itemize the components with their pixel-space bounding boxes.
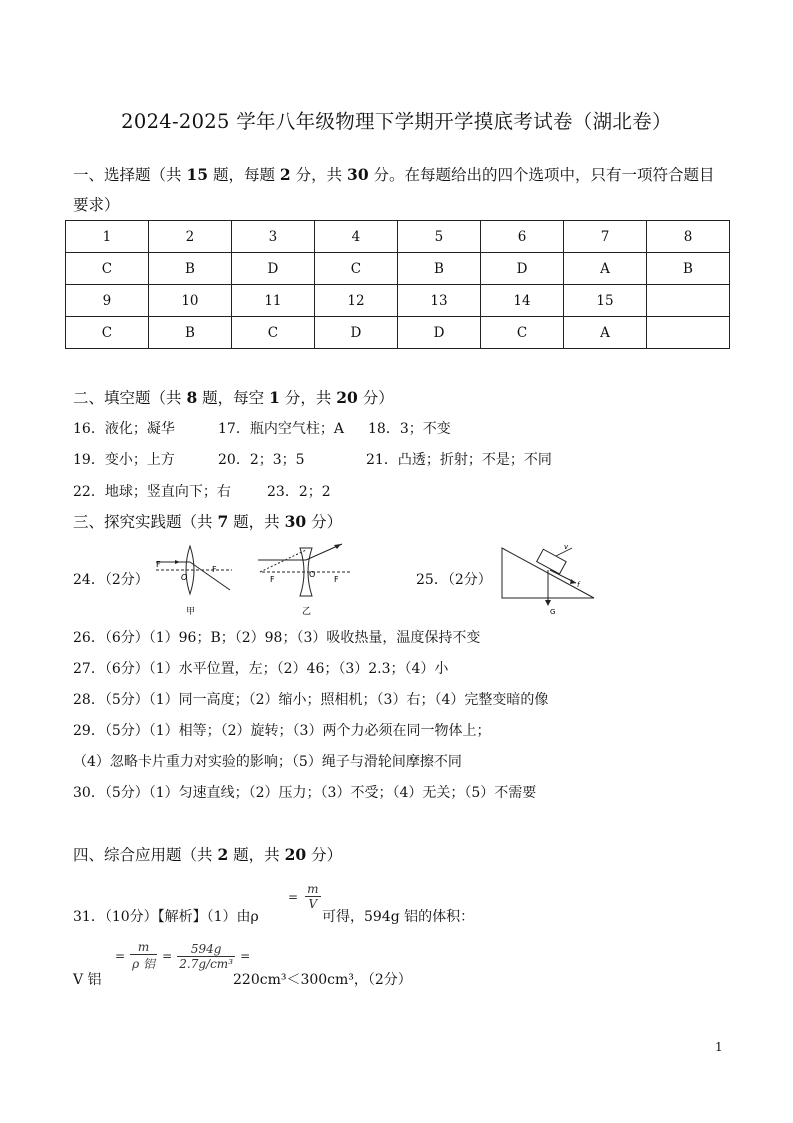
answer-letter-cell: A: [564, 253, 647, 285]
answer-31-intro: 31．（10分）【解析】（1）由ρ: [73, 909, 259, 925]
answer-28: 28．（5分）（1）同一高度；（2）缩小；照相机；（3）右；（4）完整变暗的像: [73, 692, 549, 708]
focus-label-left: F: [156, 560, 161, 569]
incline-force-diagram: [498, 540, 598, 618]
volume-result: 220cm³＜300cm³，（2分）: [233, 972, 412, 988]
answer-23: 23．2；2: [267, 484, 331, 500]
answer-29-line2: （4）忽略卡片重力对实验的影响；（5）绳子与滑轮间摩擦不同: [73, 754, 462, 770]
volume-formula: = $\frac{m}{\text{ρ 铝}}$ = $\frac{594g}{\text{2.7g/cm³}}$ =: [115, 940, 251, 971]
density-formula: = $\frac{m}{V}$: [288, 882, 319, 911]
answer-26: 26．（6分）（1）96；B；（2）98；（3）吸收热量，温度保持不变: [73, 630, 481, 646]
answer-16: 16．液化；凝华: [73, 421, 175, 437]
section3-heading: 三、探究实践题（共 7 题，共 30 分）: [73, 512, 343, 531]
volume-symbol: V 铝: [73, 972, 102, 988]
velocity-label: v: [564, 543, 569, 551]
section1-heading: 一、选择题（共 15 题，每题 2 分，共 30 分。在每题给出的四个选项中，只有一项符合题目: [73, 165, 715, 184]
answer-letter-cell: C: [480, 317, 563, 349]
question-number-cell: 13: [397, 285, 480, 317]
page-number: 1: [715, 1040, 723, 1054]
answer-letter-cell: D: [314, 317, 397, 349]
section2-heading: 二、填空题（共 8 题，每空 1 分，共 20 分）: [73, 388, 394, 407]
question-number-cell: [647, 285, 730, 317]
answer-19: 19．变小；上方: [73, 452, 175, 468]
focus-label-left: F: [270, 575, 275, 584]
answer-letter-cell: C: [66, 317, 149, 349]
optical-center-label: O: [181, 573, 188, 582]
question-number-cell: 3: [231, 221, 314, 253]
answer-letter-row: [66, 253, 730, 285]
question-number-cell: 10: [148, 285, 231, 317]
answer-letter-cell: D: [231, 253, 314, 285]
focus-label-right: F: [334, 575, 339, 584]
answer-31-intro-tail: 可得，594g 铝的体积：: [322, 909, 475, 925]
answer-letter-cell: [647, 317, 730, 349]
friction-label: f: [577, 581, 580, 589]
answer-letter-cell: C: [314, 253, 397, 285]
question-number-cell: 2: [148, 221, 231, 253]
question-number-row: [66, 221, 730, 253]
answer-20: 20．2；3；5: [218, 452, 305, 468]
answer-letter-cell: D: [397, 317, 480, 349]
section4-heading: 四、综合应用题（共 2 题，共 20 分）: [73, 845, 343, 864]
question-number-cell: 11: [231, 285, 314, 317]
focus-label-right: F: [212, 565, 217, 574]
question-number-cell: 9: [66, 285, 149, 317]
answer-18: 18．3；不变: [368, 421, 451, 437]
figure-caption-b: 乙: [302, 607, 312, 617]
answer-letter-cell: C: [231, 317, 314, 349]
answer-letter-cell: D: [480, 253, 563, 285]
answer-letter-cell: A: [564, 317, 647, 349]
question-number-cell: 4: [314, 221, 397, 253]
answer-27: 27．（6分）（1）水平位置，左；（2）46；（3）2.3；（4）小: [73, 661, 449, 677]
question-number-cell: 7: [564, 221, 647, 253]
answer-letter-row: [66, 317, 730, 349]
question-number-cell: 15: [564, 285, 647, 317]
answer-29-line1: 29．（5分）（1）相等；（2）旋转；（3）两个力必须在同一物体上；: [73, 723, 491, 739]
answer-21: 21．凸透；折射；不是；不同: [366, 452, 552, 468]
answer-table: [65, 220, 730, 349]
answer-30: 30．（5分）（1）匀速直线；（2）压力；（3）不受；（4）无关；（5）不需要: [73, 785, 537, 801]
question-number-cell: 14: [480, 285, 563, 317]
concave-lens-figure: [258, 544, 350, 617]
gravity-label: G: [550, 608, 556, 616]
figure-caption-a: 甲: [186, 607, 196, 617]
answer-letter-cell: B: [397, 253, 480, 285]
convex-lens-figure: [156, 546, 232, 617]
answer-letter-cell: B: [647, 253, 730, 285]
question-number-cell: 1: [66, 221, 149, 253]
answer-24-label: 24．（2分）: [73, 572, 149, 588]
section1-heading-line2: 要求）: [73, 196, 120, 214]
question-number-cell: 5: [397, 221, 480, 253]
question-number-row: [66, 285, 730, 317]
lens-ray-diagram: [150, 540, 350, 620]
question-number-cell: 6: [480, 221, 563, 253]
answer-17: 17．瓶内空气柱；A: [218, 421, 344, 437]
question-number-cell: 8: [647, 221, 730, 253]
page-title: 2024-2025 学年八年级物理下学期开学摸底考试卷（湖北卷）: [121, 110, 672, 133]
question-number-cell: 12: [314, 285, 397, 317]
answer-22: 22．地球；竖直向下；右: [73, 484, 231, 500]
answer-letter-cell: C: [66, 253, 149, 285]
answer-letter-cell: B: [148, 317, 231, 349]
answer-letter-cell: B: [148, 253, 231, 285]
optical-center-label: O: [309, 570, 316, 579]
answer-25-label: 25．（2分）: [416, 572, 492, 588]
